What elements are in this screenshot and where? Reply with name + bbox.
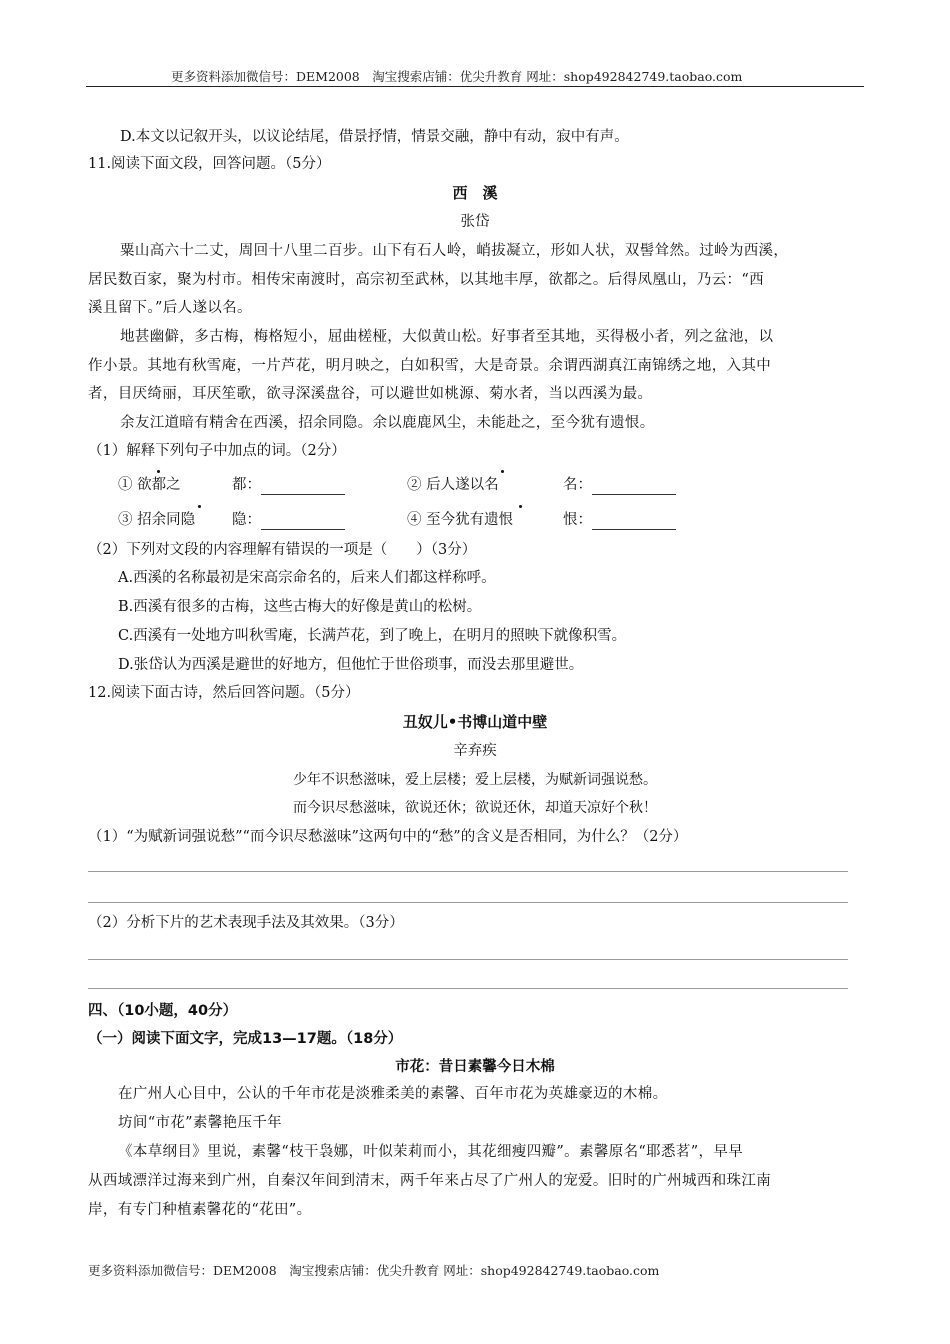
q12-author: 辛弃疾 [453,743,497,759]
q11-sub2-prompt: （2）下列对文段的内容理解有错误的一项是（ ）（3分） [88,542,477,558]
emphasis-dot [501,470,504,473]
section4-title: 市花：昔日素馨今日木棉 [395,1059,555,1075]
section4-paragraph-line: 在广州人心目中，公认的千年市花是淡雅柔美的素馨、百年市花为英雄豪迈的木棉。 [118,1086,668,1102]
q11-item-word: 恨： [563,512,592,528]
section4-heading: 四、（10小题，40分） [88,1003,238,1019]
q11-item-answer [232,475,345,495]
q11-item-word: 都： [232,477,261,493]
answer-line[interactable] [88,988,848,989]
answer-blank[interactable] [592,480,676,495]
q11-paragraph-line: 者，目厌绮丽，耳厌笙歌，欲寻深溪盘谷，可以避世如桃源、菊水者，当以西溪为最。 [88,386,653,402]
q11-option: B.西溪有很多的古梅，这些古梅大的好像是黄山的松树。 [118,599,482,615]
q11-paragraph-line: 居民数百家，聚为村市。相传宋南渡时，高宗初至武林，以其地丰厚，欲都之。后得凤凰山，乃云：“西 [88,272,765,288]
q11-item-phrase: ① 欲都之 [118,477,181,493]
section4-paragraph-line: 从西域漂洋过海来到广州，自秦汉年间到清末，两千年来占尽了广州人的宠爱。旧时的广州城西和珠江南 [88,1173,772,1189]
q10-option-d: D.本文以记叙开头，以议论结尾，借景抒情，情景交融，静中有动，寂中有声。 [120,129,629,145]
page-header: 更多资料添加微信号：DEM2008 淘宝搜索店铺：优尖升教育 网址：shop492842749.taobao.com [171,69,743,84]
q11-prompt: 11.阅读下面文段，回答问题。（5分） [88,156,331,172]
q11-item-answer [563,510,676,530]
section4-paragraph-line: 《本草纲目》里说，素馨“枝干袅娜，叶似茉莉而小，其花细瘦四瓣”。素馨原名“耶悉茗”，早早 [118,1144,744,1160]
q11-paragraph-line: 溪且留下。”后人遂以名。 [88,300,252,316]
q11-paragraph-line: 地甚幽僻，多古梅，梅格短小，屈曲槎桠，大似黄山松。好事者至其地，买得极小者，列之盆池，以 [120,329,774,345]
answer-line[interactable] [88,959,848,960]
q11-author: 张岱 [460,214,490,230]
q11-option: D.张岱认为西溪是避世的好地方，但他忙于世俗琐事，而没去那里避世。 [118,657,584,673]
section4-subheading: （一）阅读下面文字，完成13—17题。（18分） [88,1031,403,1047]
answer-line[interactable] [88,902,848,903]
q12-poem-line: 而今识尽愁滋味，欲说还休；欲说还休，却道天凉好个秋！ [293,800,657,816]
emphasis-dot [519,505,522,508]
q11-paragraph-line: 粟山高六十二丈，周回十八里二百步。山下有石人岭，峭拔凝立，形如人状，双髻耸然。过岭为西溪， [120,243,789,259]
header-divider [86,86,864,87]
q11-item-word: 隐： [232,512,261,528]
q11-title: 西 溪 [452,184,498,202]
q11-option: A.西溪的名称最初是宋高宗命名的，后来人们都这样称呼。 [118,570,496,586]
section4-paragraph-line: 岸，有专门种植素馨花的“花田”。 [88,1202,312,1218]
emphasis-dot [198,505,201,508]
page-footer: 更多资料添加微信号：DEM2008 淘宝搜索店铺：优尖升教育 网址：shop492842749.taobao.com [88,1263,660,1278]
q12-title: 丑奴儿•书博山道中壁 [402,713,548,731]
q11-option: C.西溪有一处地方叫秋雪庵，长满芦花，到了晚上，在明月的照映下就像积雪。 [118,628,627,644]
answer-line[interactable] [88,871,848,872]
q12-sub1: （1）“为赋新词强说愁”“而今识尽愁滋味”这两句中的“愁”的含义是否相同，为什么？（2分） [88,829,688,845]
q11-item-word: 名： [563,477,592,493]
q12-sub2: （2）分析下片的艺术表现手法及其效果。（3分） [88,915,404,931]
q11-paragraph-line: 余友江道暗有精舍在西溪，招余同隐。余以鹿鹿风尘，未能赴之，至今犹有遗恨。 [120,415,655,431]
q11-item-answer [563,475,676,495]
q11-paragraph-line: 作小景。其地有秋雪庵，一片芦花，明月映之，白如积雪，大是奇景。余谓西湖真江南锦绣之地，入其中 [88,358,772,374]
answer-blank[interactable] [261,480,345,495]
q11-sub1-prompt: （1）解释下列句子中加点的词。（2分） [88,443,346,459]
emphasis-dot [157,470,160,473]
q11-item-phrase: ③ 招余同隐 [118,512,196,528]
answer-blank[interactable] [592,515,676,530]
q11-item-phrase: ② 后人遂以名 [407,477,499,493]
q11-item-phrase: ④ 至今犹有遗恨 [407,512,514,528]
q11-item-answer [232,510,345,530]
section4-paragraph-line: 坊间“市花”素馨艳压千年 [118,1115,283,1131]
answer-blank[interactable] [261,515,345,530]
q12-prompt: 12.阅读下面古诗，然后回答问题。（5分） [88,685,360,701]
q12-poem-line: 少年不识愁滋味，爱上层楼；爱上层楼，为赋新词强说愁。 [293,772,657,788]
